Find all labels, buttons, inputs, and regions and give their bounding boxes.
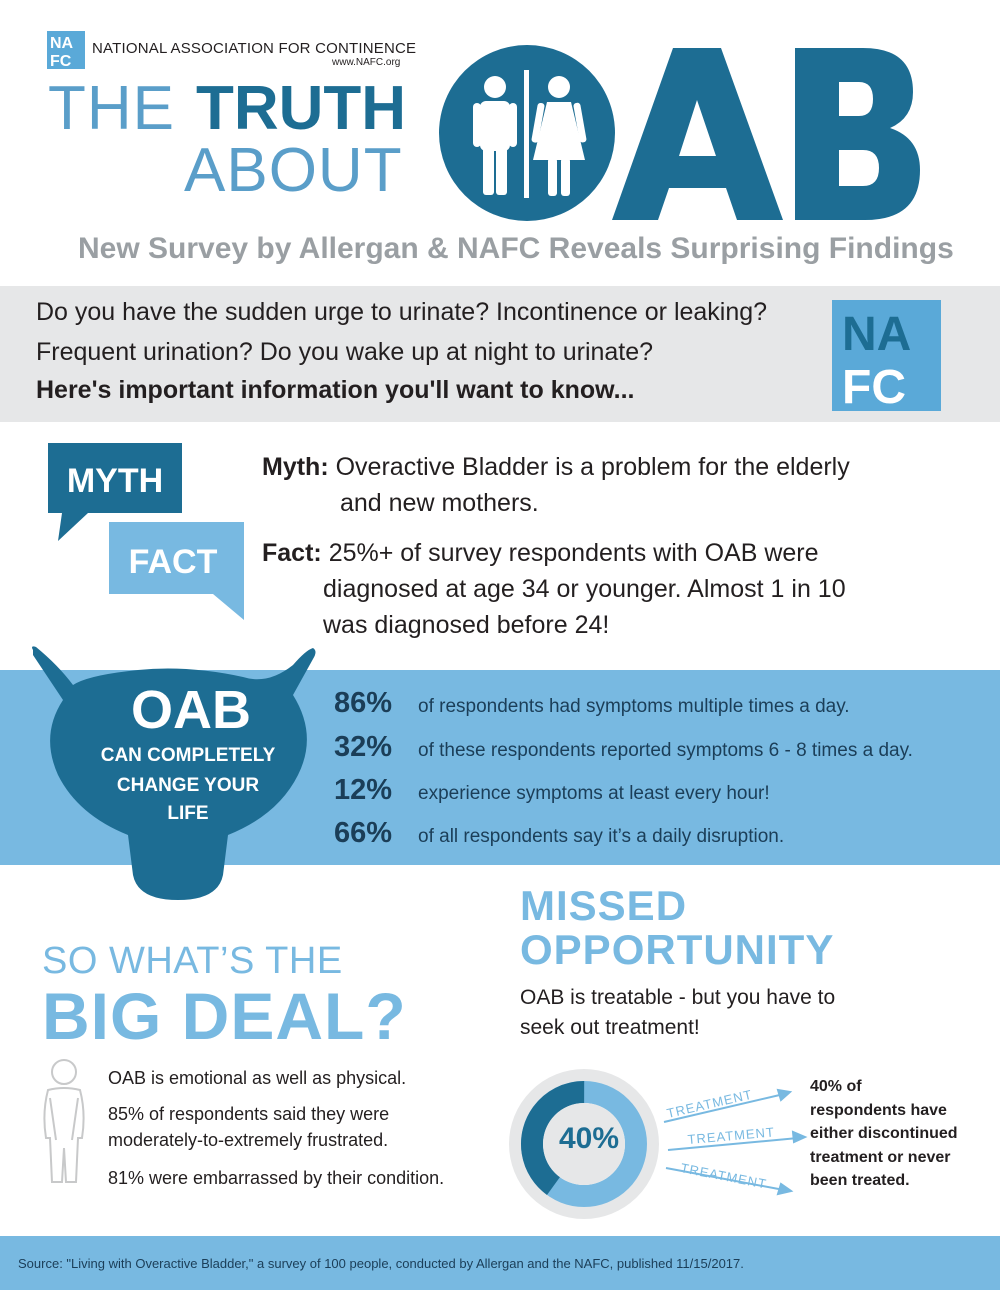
myth-statement (262, 453, 850, 482)
big-deal-text-1: OAB is emotional as well as physical. (108, 1068, 407, 1088)
big-deal-text-3: moderately-to-extremely frustrated. (108, 1130, 389, 1150)
stat-pct-3: 12% (334, 774, 393, 806)
bladder-sub-3: LIFE (167, 803, 209, 824)
donut-percent-label: 40% (558, 1122, 620, 1155)
title-truth: TRUTH (196, 74, 407, 143)
org-name: NATIONAL ASSOCIATION FOR CONTINENCE (92, 40, 417, 57)
bladder-sub-2: CHANGE YOUR (116, 775, 260, 796)
badge-na-text: NA (842, 308, 912, 361)
stat-desc-3: experience symptoms at least every hour! (418, 783, 770, 804)
logo-na-text: NA (50, 35, 74, 52)
title-about: ABOUT (184, 136, 403, 205)
myth-line-1: Overactive Bladder is a problem for the elderly (335, 453, 850, 481)
bladder-title: OAB (131, 680, 251, 740)
myth-line-2: and new mothers. (340, 489, 539, 517)
intro-callout: Here's important information you'll want to know... (36, 376, 635, 404)
fact-bubble (109, 522, 245, 622)
big-deal-text-4: 81% were embarrassed by their condition. (108, 1168, 445, 1188)
arrow-label-3: TREATMENT (679, 1160, 769, 1192)
arrow-head-2 (793, 1132, 805, 1142)
stat-pct-1: 86% (334, 687, 393, 719)
stat-desc-2: of these respondents reported symptoms 6 - 8 times a day. (418, 740, 913, 761)
fact-bubble-text: FACT (128, 543, 218, 581)
intro-question-2: Frequent urination? Do you wake up at night to urinate? (36, 338, 654, 366)
arrow-head-1 (778, 1090, 790, 1100)
missed-text-2: seek out treatment! (520, 1016, 700, 1039)
fact-line-1: 25%+ of survey respondents with OAB were (328, 539, 819, 567)
fact-statement (262, 539, 819, 568)
logo-fc-text: FC (50, 53, 72, 69)
stat-pct-2: 32% (334, 731, 393, 763)
missed-note-line-3: either discontinued (810, 1125, 958, 1142)
missed-text-1: OAB is treatable - but you have to (520, 986, 836, 1009)
person-icon (34, 1058, 94, 1188)
nafc-badge (832, 300, 941, 411)
missed-note-line-4: treatment or never (810, 1148, 951, 1166)
missed-note-line-2: respondents have (810, 1101, 947, 1119)
letter-a (612, 48, 783, 220)
fact-line-3: was diagnosed before 24! (323, 611, 610, 639)
nafc-logo (47, 31, 85, 69)
arrow-label-1: TREATMENT (665, 1086, 754, 1121)
fact-label: Fact: (262, 539, 322, 567)
stat-desc-1: of respondents had symptoms multiple times a day. (418, 696, 850, 717)
fact-line-2: diagnosed at age 34 or younger. Almost 1 in 10 (323, 575, 846, 603)
letter-b (795, 48, 920, 220)
bladder-sub-1: CAN COMPLETELY (100, 745, 276, 766)
big-deal-heading-1: SO WHAT’S THE (42, 940, 343, 982)
arrow-label-2: TREATMENT (686, 1124, 776, 1147)
stat-desc-4: of all respondents say it’s a daily disruption. (418, 826, 785, 847)
missed-heading-1: MISSED (520, 882, 688, 929)
org-url[interactable]: www.NAFC.org (332, 57, 401, 68)
intro-question-1: Do you have the sudden urge to urinate? Incontinence or leaking? (36, 298, 768, 326)
myth-label: Myth: (262, 453, 329, 481)
source-citation: Source: "Living with Overactive Bladder," a survey of 100 people, conducted by Allergan and the NAFC, published 11/15/2017. (18, 1256, 744, 1271)
big-deal-heading-2: BIG DEAL? (42, 979, 407, 1053)
oab-title-art (435, 40, 925, 230)
missed-note (810, 1075, 990, 1193)
divider-line (524, 70, 529, 198)
arrow-head-3 (778, 1184, 791, 1194)
bladder-icon (28, 645, 318, 905)
treatment-arrows (660, 1078, 810, 1198)
myth-bubble-text: MYTH (66, 462, 164, 500)
missed-note-line-5: been treated. (810, 1172, 910, 1189)
missed-note-line-1: 40% of (810, 1078, 862, 1095)
subtitle: New Survey by Allergan & NAFC Reveals Surprising Findings (78, 232, 954, 265)
stat-pct-4: 66% (334, 817, 393, 849)
big-deal-text-2: 85% of respondents said they were (108, 1104, 390, 1124)
missed-heading-2: OPPORTUNITY (520, 926, 835, 973)
badge-fc-text: FC (842, 361, 906, 411)
title-the: THE (48, 74, 175, 143)
